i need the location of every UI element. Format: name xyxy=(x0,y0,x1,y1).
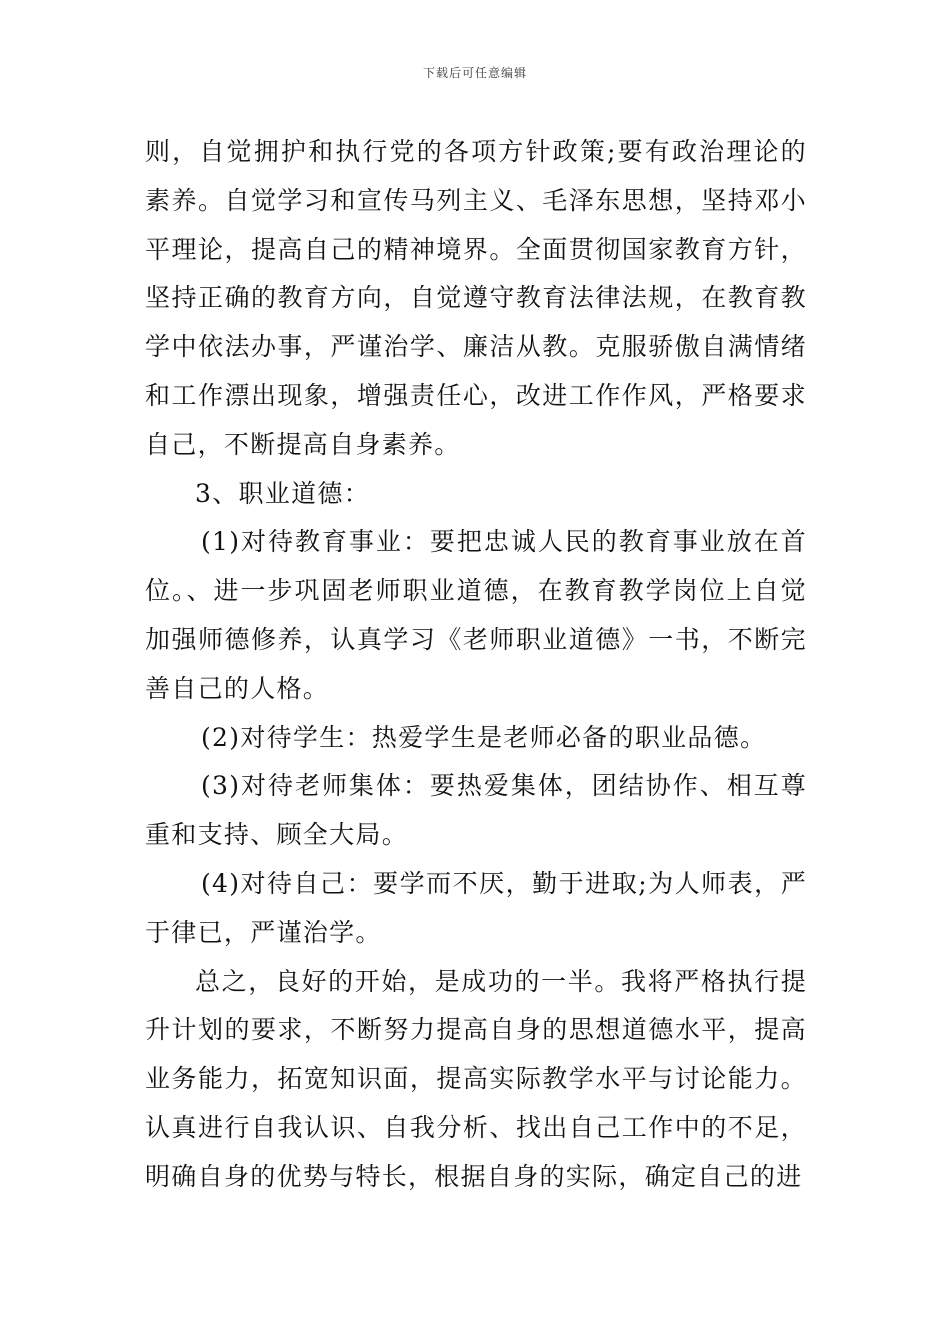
paragraph-education-career: (1)对待教育事业：要把忠诚人民的教育事业放在首位。、进一步巩固老师职业道德，在教育教学岗位上自觉加强师德修养，认真学习《老师职业道德》一书，不断完善自己的人格。 xyxy=(145,527,807,703)
paragraph-students: (2)对待学生：热爱学生是老师必备的职业品德。 xyxy=(201,722,767,752)
paragraph-conclusion: 总之，良好的开始，是成功的一半。我将严格执行提升计划的要求，不断努力提高自身的思想道德水平，提高业务能力，拓宽知识面，提高实际教学水平与讨论能力。认真进行自我认识、自我分析、找出自己工作中的不足，明确自身的优势与特长，根据自身的实际，确定自己的进 xyxy=(145,966,807,1191)
paragraph-political-theory: 则，自觉拥护和执行党的各项方针政策;要有政治理论的素养。自觉学习和宣传马列主义、毛泽东思想，坚持邓小平理论，提高自己的精神境界。全面贯彻国家教育方针，坚持正确的教育方向，自觉遵守教育法律法规，在教育教学中依法办事，严谨治学、廉洁从教。克服骄傲自满情绪和工作漂出现象，增强责任心，改进工作作风，严格要求自己，不断提高自身素养。 xyxy=(145,137,807,459)
document-body xyxy=(145,128,807,1202)
page-header: 下载后可任意编辑 xyxy=(422,66,527,80)
paragraph-teacher-collective: (3)对待老师集体：要热爱集体，团结协作、相互尊重和支持、顾全大局。 xyxy=(145,771,807,850)
paragraph-self: (4)对待自己：要学而不厌，勤于进取;为人师表，严于律已，严谨治学。 xyxy=(145,868,807,947)
section-heading-professional-ethics: 3、职业道德： xyxy=(195,478,371,508)
